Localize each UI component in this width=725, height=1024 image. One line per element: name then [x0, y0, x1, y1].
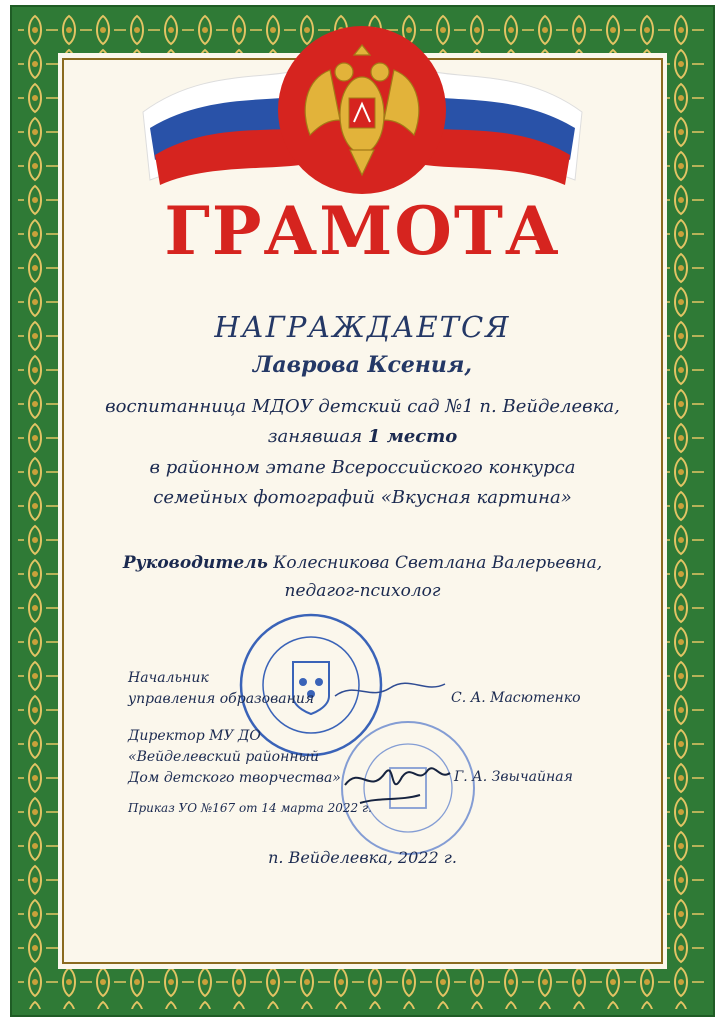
award-heading: НАГРАЖДАЕТСЯ: [214, 310, 511, 344]
recipient-name: Лаврова Ксения,: [252, 352, 473, 378]
signatory-1-title-line-1: Начальник: [128, 670, 209, 686]
signatory-1-title: [128, 668, 314, 710]
place-and-date: п. Вейделевка, 2022 г.: [268, 848, 457, 867]
signatory-2-name: Г. А. Звычайная: [454, 769, 573, 785]
russian-flag-ribbon: [0, 0, 725, 200]
signatory-2-title: [128, 726, 341, 789]
body-line-4: семейных фотографий «Вкусная картина»: [153, 487, 572, 508]
place-value: 1 место: [367, 426, 458, 447]
body-line-1: воспитанница МДОУ детский сад №1 п. Вейделевка,: [105, 396, 620, 417]
signatory-2-title-line-3: Дом детского творчества»: [128, 770, 341, 786]
signature-1: [330, 676, 450, 706]
order-reference: Приказ УО №167 от 14 марта 2022 г.: [128, 801, 372, 815]
body-line-2: [0, 422, 725, 451]
leader-label: Руководитель: [122, 553, 268, 573]
signatory-2-title-line-1: Директор МУ ДО: [128, 728, 261, 744]
body-line-3: в районном этапе Всероссийского конкурса: [149, 457, 576, 478]
certificate-title: ГРАМОТА: [164, 192, 561, 270]
leader-name: Колесникова Светлана Валерьевна,: [273, 553, 603, 573]
leader-line: [0, 549, 725, 578]
place-prefix: занявшая: [267, 426, 368, 447]
signatory-1-name: С. А. Масютенко: [451, 690, 581, 706]
signatory-2-title-line-2: «Вейделевский районный: [128, 749, 319, 765]
signatory-1-title-line-2: управления образования: [128, 691, 315, 707]
leader-position: педагог-психолог: [284, 581, 441, 601]
